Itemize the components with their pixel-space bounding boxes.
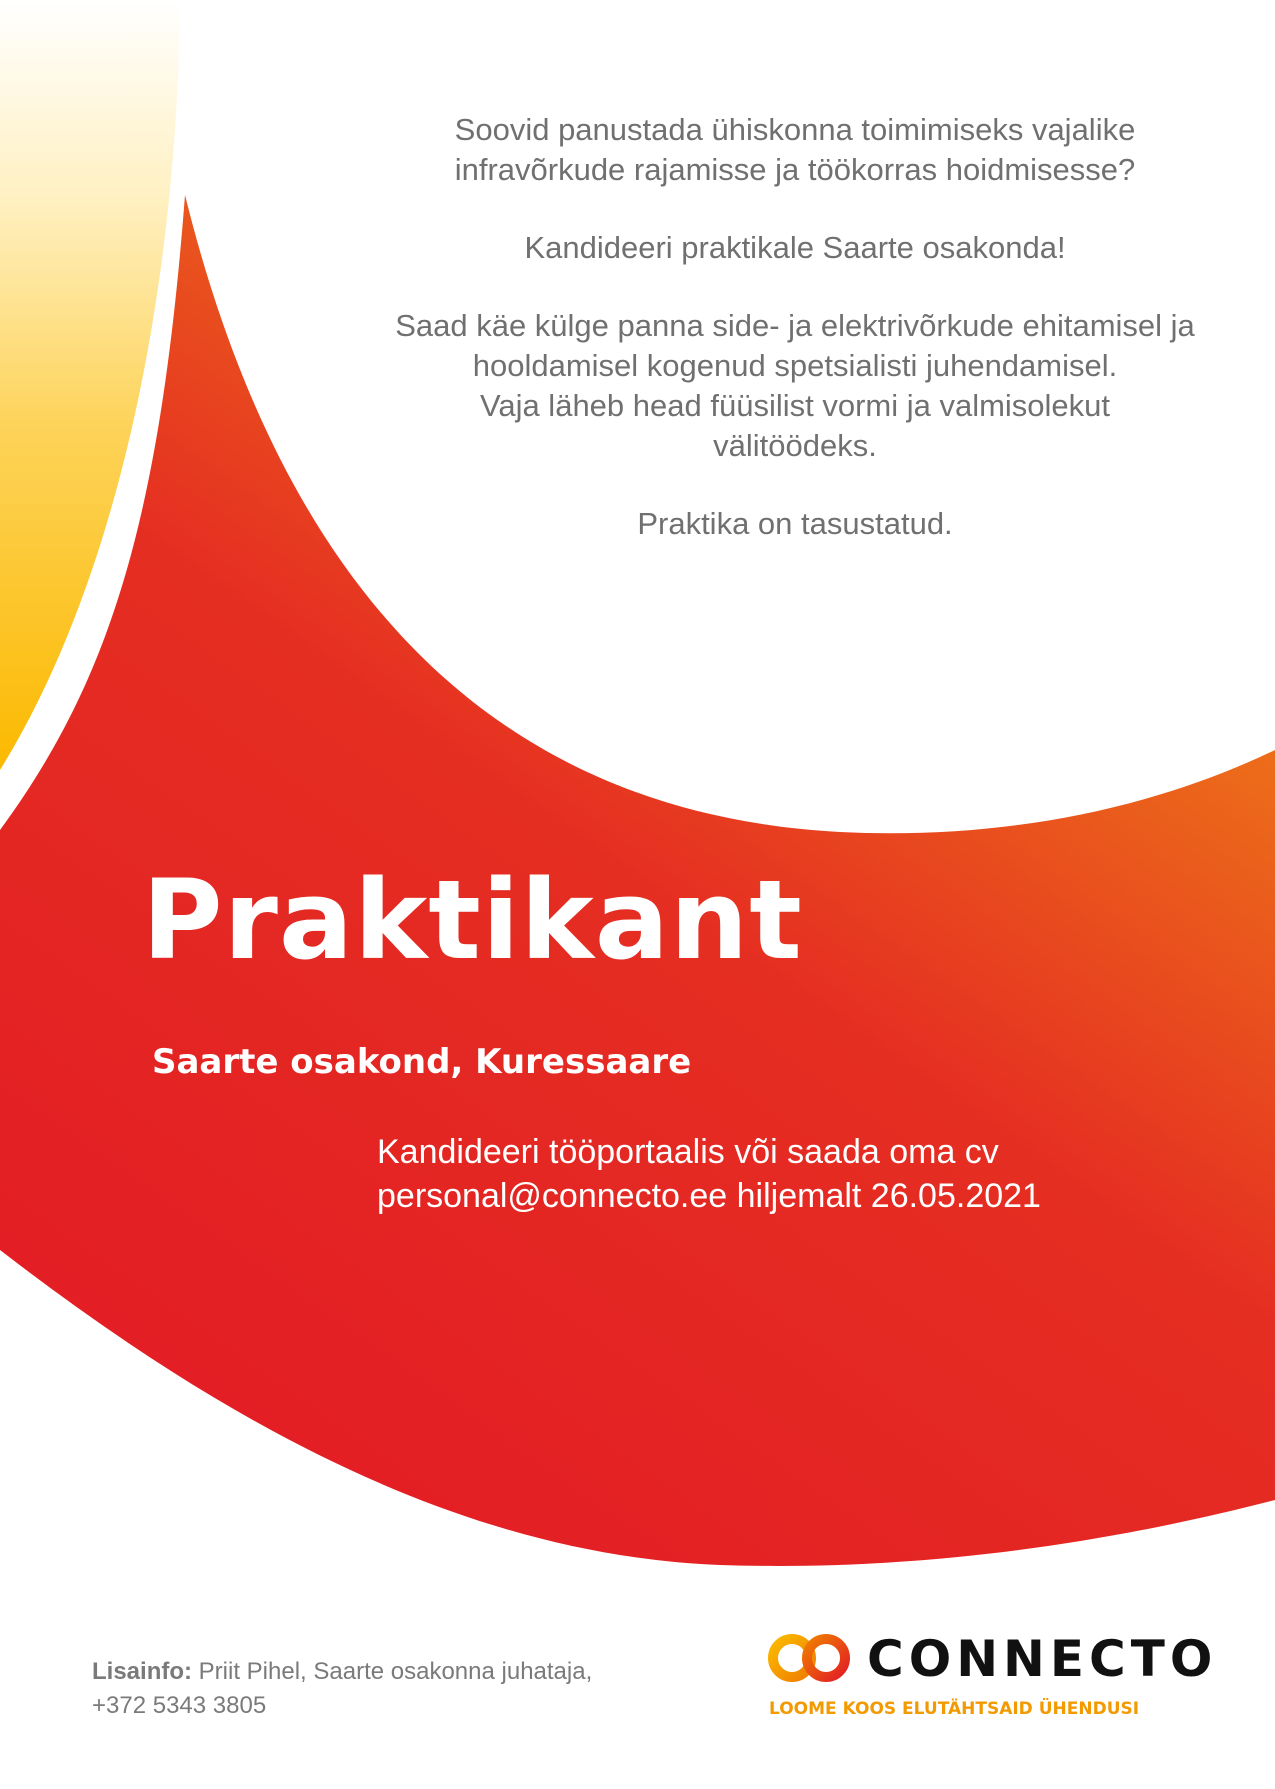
connecto-logo <box>765 1628 1218 1719</box>
intro-question-line: infravõrkude rajamisse ja töökorras hoidmisesse? <box>454 152 1136 187</box>
page-title: Praktikant <box>142 856 803 984</box>
intro-description-line: hooldamisel kogenud spetsialisti juhendamisel. <box>472 348 1118 383</box>
intro-paid-note: Praktika on tasustatud. <box>637 506 953 541</box>
intro-question <box>320 110 1270 190</box>
intro-call-to-action: Kandideeri praktikale Saarte osakonda! <box>524 230 1066 265</box>
contact-label: Lisainfo: <box>92 1658 192 1685</box>
apply-line: personal@connecto.ee hiljemalt 26.05.2021 <box>377 1177 1041 1215</box>
intro-description <box>320 306 1270 466</box>
intro-description-line: Vaja läheb head füüsilist vormi ja valmisolekut <box>479 388 1111 423</box>
linked-rings-logo-icon <box>765 1628 855 1688</box>
intro-text <box>320 110 1270 582</box>
contact-person: Priit Pihel, Saarte osakonna juhataja, <box>198 1658 593 1685</box>
apply-instructions <box>377 1130 1041 1218</box>
intro-question-line: Soovid panustada ühiskonna toimimiseks vajalike <box>454 112 1136 147</box>
location-subtitle: Saarte osakond, Kuressaare <box>152 1042 692 1082</box>
brand-name: CONNECTO <box>867 1630 1218 1688</box>
intro-description-line: Saad käe külge panna side- ja elektrivõrkude ehitamisel ja <box>395 308 1195 343</box>
brand-tagline: LOOME KOOS ELUTÄHTSAID ÜHENDUSI <box>769 1699 1140 1719</box>
contact-line <box>92 1655 592 1689</box>
contact-phone: +372 5343 3805 <box>92 1692 267 1719</box>
contact-info <box>92 1655 592 1723</box>
intro-description-line: välitöödeks. <box>713 428 877 463</box>
apply-line: Kandideeri tööportaalis või saada oma cv <box>377 1133 999 1171</box>
